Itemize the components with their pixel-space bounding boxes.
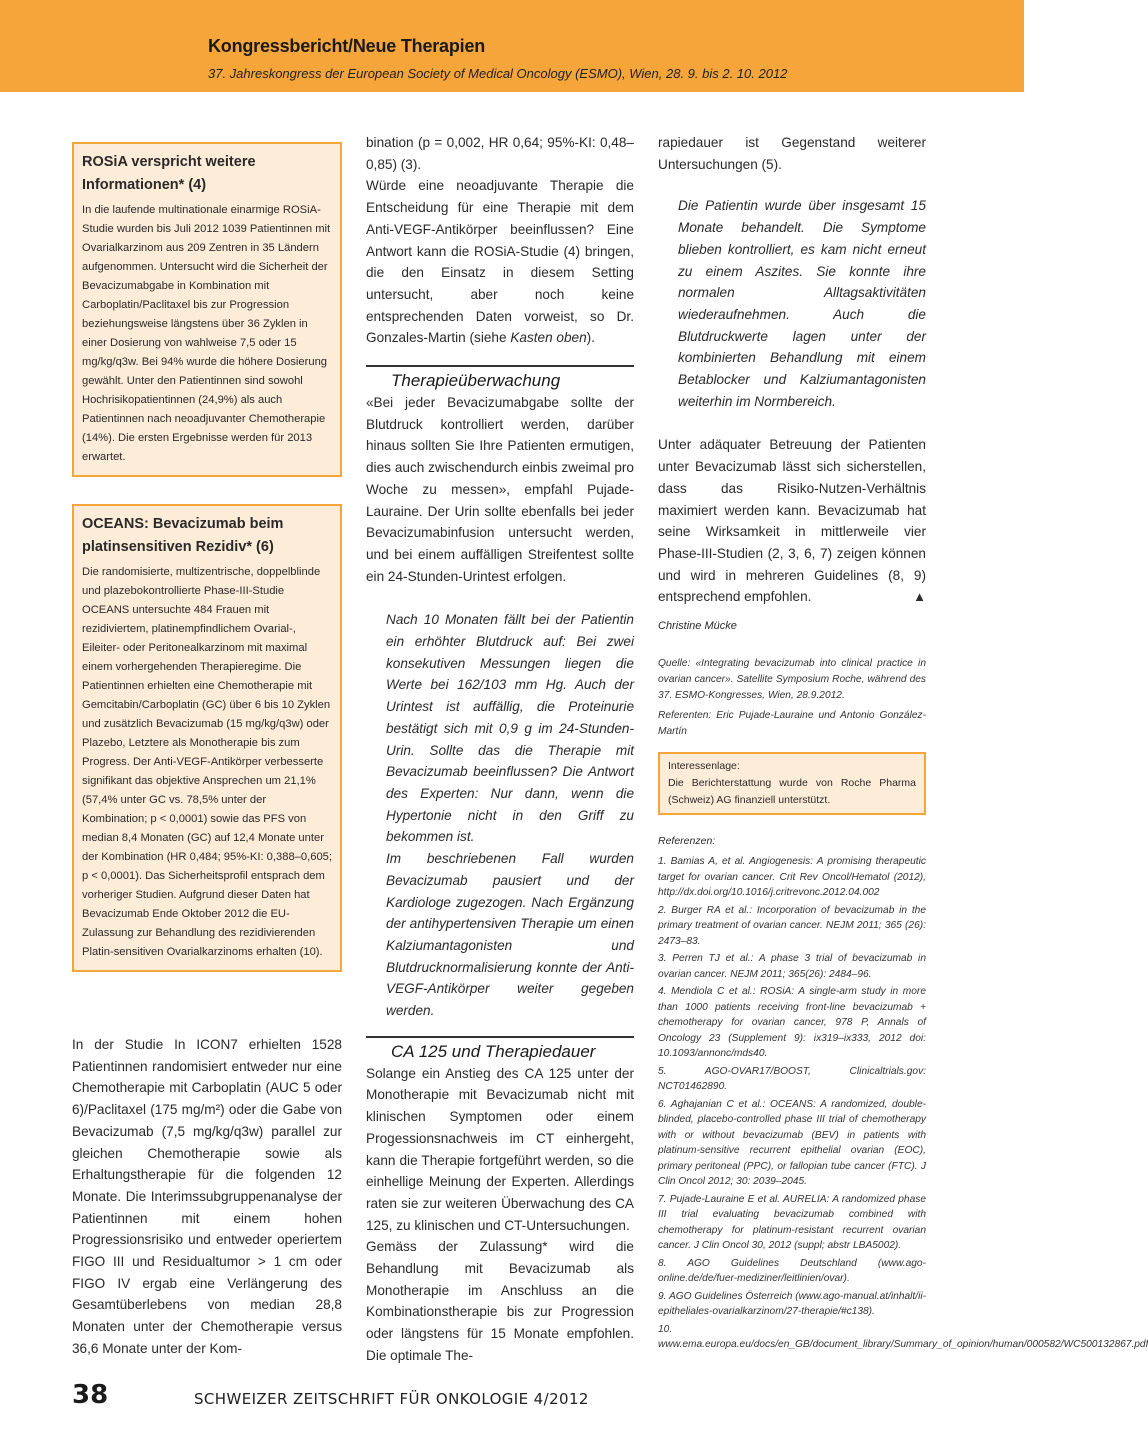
reference-item: 3. Perren TJ et al.: A phase 3 trial of bevacizumab in ovarian cancer. NEJM 2011; 365(26): 2484–96. (658, 953, 926, 980)
section-kicker: Kongressbericht/Neue Therapien (208, 36, 486, 56)
heading-therapieueberwachung: Therapieüberwachung (366, 365, 634, 392)
interest-label: Interessenlage: (668, 759, 740, 772)
interest-box (658, 752, 926, 815)
end-triangle-icon: ▲ (913, 589, 926, 605)
reference-item: 2. Burger RA et al.: Incorporation of bevacizumab in the primary treatment of ovarian cancer. NEJM 2011; 365 (26): 2473–83. (658, 904, 926, 947)
header-band (0, 0, 1024, 92)
col2-para-4: Solange ein Anstieg des CA 125 unter der Monotherapie mit Bevacizumab nicht mit klinischen Symptomen oder einem Progessionsnachweis im CT einhergeht, kann die Therapie fortgeführt werden, so die einhellige Meinung der Experten. Allerdings raten sie zur weiteren Überwachung des CA 125, zu klinischen und CT-Untersuchungen. (366, 1065, 634, 1233)
reference-item: 6. Aghajanian C et al.: OCEANS: A randomized, double-blinded, placebo-controlled phase III trial of chemotherapy with or without bevacizumab (BEV) in patients with platinum-sensitive recurrent epithelial ovarian (EOC), primary peritoneal (PPC), or fallopian tube cancer (FTC). J Clin Oncol 2012; 30: 2039–2045. (658, 1098, 926, 1188)
oceans-infobox-title: OCEANS: Bevacizumab beim platinsensitiven Rezidiv* (6) (82, 516, 284, 555)
column-1-text (72, 1034, 342, 1360)
source-note: Quelle: «Integrating bevacizumab into clinical practice in ovarian cancer». Satellite Symposium Roche, während des 37. ESMO-Kongresses, Wien, 28.9.2012. (658, 657, 926, 701)
case-quote-1: Nach 10 Monaten fällt bei der Patientin ein erhöhter Blutdruck auf: Bei zwei konsekutiven Messungen liegen die Werte bei 162/103 mm Hg. Auch der Urintest ist auffällig, die Proteinurie bestätigt sich mit 0,9 g im 24-Stunden-Urin. Sollte das die Therapie mit Bevacizumab beeinflussen? Die Antwort des Experten: Nur dann, wenn die Hypertonie nicht in den Griff zu bekommen ist. (386, 612, 634, 845)
journal-name: SCHWEIZER ZEITSCHRIFT FÜR ONKOLOGIE 4/2012 (194, 1390, 589, 1408)
col3-para-2: Unter adäquater Betreuung der Patienten unter Bevacizumab lässt sich sicherstellen, dass das Risiko-Nutzen-Verhältnis maximiert werden kann. Bevacizumab hat seine Wirksamkeit in mittlerweile vier Phase-III-Studien (2, 3, 6, 7) zeigen können und wird in mehreren Guidelines (8, 9) entsprechend empfohlen. ▲ (658, 434, 926, 608)
rosia-infobox-text: In die laufende multinationale einarmige ROSiA-Studie wurden bis Juli 2012 1039 Patientinnen mit Ovarialkarzinom aus 209 Zentren in 35 Ländern aufgenommen. Untersucht wird die Sicherheit der Bevacizumabgabe in Kombination mit Carboplatin/Paclitaxel bis zur Progression beziehungsweise längstens über 36 Zyklen in einer Dosierung von wahlweise 7,5 oder 15 mg/kg/q3w. Bei 94% wurde die höhere Dosierung gewählt. Unter den Patientinnen sind sowohl Hochrisikopatientinnen (24,9%) als auch Patientinnen nach neoadjuvanter Chemotherapie (14%). Die ersten Ergebnisse werden für 2013 erwartet. (82, 204, 331, 463)
col2-para-3: «Bei jeder Bevacizumabgabe sollte der Blutdruck kontrolliert werden, darüber hinaus sollten Sie Ihre Patienten ermutigen, dies auch zwischendurch einbis zweimal pro Woche zu messen», empfahl Pujade-Lauraine. Der Urin sollte ebenfalls bei jeder Bevacizumabinfusion untersucht werden, und bei einem auffälligen Streifentest sollte ein 24-Stunden-Urintest erfolgen. (366, 395, 634, 584)
col2-para-2: Würde eine neoadjuvante Therapie die Entscheidung für eine Therapie mit dem Anti-VEGF-Antikörper beeinflussen? Eine Antwort kann die ROSiA-Studie (4) bringen, die den Einsatz in diesem Setting untersucht, aber noch keine entsprechenden Daten vorweist, so Dr. Gonzales-Martin (siehe Kasten oben). (366, 178, 634, 346)
col3-para-1: rapiedauer ist Gegenstand weiterer Untersuchungen (5). (658, 135, 926, 172)
column-3 (658, 132, 1148, 1355)
congress-subtitle: 37. Jahreskongress der European Society of Medical Oncology (ESMO), Wien, 28. 9. bis 2. 10. 2012 (208, 66, 788, 81)
reference-item: 8. AGO Guidelines Deutschland (www.ago-online.de/de/fuer-mediziner/leitlinien/ovar). (658, 1257, 926, 1285)
reference-item: 9. AGO Guidelines Österreich (www.ago-manual.at/inhalt/ii-epitheliales-ovarialkarzinom/27-therapie/#c138). (658, 1290, 927, 1318)
col2-para-5: Gemäss der Zulassung* wird die Behandlung mit Bevacizumab als Monotherapie im Anschluss an die Kombinationstherapie bis zur Progression oder längstens für 15 Monate empfohlen. Die optimale The- (366, 1239, 634, 1363)
page-number: 38 (72, 1380, 109, 1410)
author-signature: Christine Mücke (658, 620, 737, 633)
reference-item: 1. Bamias A, et al. Angiogenesis: A promising therapeutic target for ovarian cancer. Crit Rev Oncol/Hematol (2012), http://dx.doi.org/10.1016/j.critrevonc.2012.04.002 (658, 856, 926, 899)
rosia-infobox (72, 142, 342, 477)
oceans-infobox (72, 504, 342, 972)
reference-item: 7. Pujade-Lauraine E et al. AURELIA: A randomized phase III trial evaluating bevacizumab combined with chemotherapy for platinum-resistant recurrent ovarian cancer. J Clin Oncol 30, 2012 (suppl; abstr LBA5002). (658, 1193, 926, 1252)
heading-ca125: CA 125 und Therapiedauer (366, 1036, 634, 1063)
case-quote-2: Im beschriebenen Fall wurden Bevacizumab pausiert und der Kardiologe zugezogen. Nach Ergänzung der antihypertensiven Therapie um einen Kalziumantagonisten und Blutdrucknormalisierung konnte der Anti-VEGF-Antikörper weiter gegeben werden. (386, 851, 634, 1019)
references (658, 831, 1148, 1353)
reference-item: 4. Mendiola C et al.: ROSiA: A single-arm study in more than 1000 patients receiving front-line bevacizumab + chemotherapy for ovarian cancer, 978 P, Annals of Oncology 23 (Supplement 9): ix319–ix333, 2012 doi: 10.1093/annonc/mds40. (658, 986, 926, 1060)
reference-item: 5. AGO-OVAR17/BOOST, Clinicaltrials.gov: NCT01462890. (658, 1065, 926, 1093)
speakers-note: Referenten: Eric Pujade-Lauraine und Antonio González-Martín (658, 709, 926, 737)
oceans-infobox-text: Die randomisierte, multizentrische, doppelblinde und plazebokontrollierte Phase-III-Studie OCEANS untersuchte 484 Frauen mit rezidiviertem, platinempfindlichem Ovarial-, Eileiter- oder Peritonealkarzinom mit maximal einem vorhergehenden Therapieregime. Die Patientinnen erhielten eine Chemotherapie mit Gemcitabin/Carboplatin (GC) über 6 bis 10 Zyklen und zusätzlich Bevacizumab (15 mg/kg/q3w) oder Plazebo, Letztere als Monotherapie bis zum Progress. Der Anti-VEGF-Antikörper verbesserte signifikant das objektive Ansprechen um 21,1% (57,4% unter GC vs. 78,5% unter der Kombination; p < 0,0001) sowie das PFS von median 8,4 Monaten (GC) auf 12,4 Monate unter der Kombination (HR 0,484; 95%-KI: 0,388–0,605; p < 0,0001). Das Sicherheitsprofil entsprach dem vorheriger Studien. Aufgrund dieser Daten hat Bevacizumab Ende Oktober 2012 die EU-Zulassung zur Behandlung des rezidivierenden Platin-sensitiven Ovarialkarzinoms erhalten (10). (82, 566, 333, 958)
rosia-infobox-title: ROSiA verspricht weitere Informationen* (4) (82, 154, 256, 193)
case-quote-3: Die Patientin wurde über insgesamt 15 Monate behandelt. Die Symptome blieben kontrolliert, es kam nicht erneut zu einem Aszites. Sie konnte ihre normalen Alltagsaktivitäten wiederaufnehmen. Auch die Blutdruckwerte lagen unter der kombinierten Behandlung mit einem Betablocker und Kalziumantagonisten weiterhin im Normbereich. (678, 198, 926, 409)
reference-item: 10. www.ema.europa.eu/docs/en_GB/document_library/Summary_of_opinion/human/000582/WC500132867.pdf (658, 1323, 1148, 1351)
interest-text: Die Berichterstattung wurde von Roche Pharma (Schweiz) AG finanziell unterstützt. (668, 776, 916, 806)
references-heading: Referenzen: (658, 834, 716, 847)
column-2 (366, 132, 634, 1367)
col2-para-1: bination (p = 0,002, HR 0,64; 95%-KI: 0,48–0,85) (3). (366, 135, 634, 172)
page-footer (72, 1380, 952, 1420)
icon7-paragraph: In der Studie In ICON7 erhielten 1528 Patientinnen randomisiert entweder nur eine Chemotherapie mit Carboplatin (AUC 5 oder 6)/Paclitaxel (175 mg/m²) oder die Gabe von Bevacizumab (7,5 mg/kg/q3w) parallel zur gleichen Chemotherapie sowie als Erhaltungstherapie für die folgenden 12 Monate. Die Interimssubgruppenanalyse der Patientinnen mit einem hohen Progressionsrisiko und entweder operiertem FIGO III und Residualtumor > 1 cm oder FIGO IV ergab eine Verlängerung des Gesamtüberlebens von median 28,8 Monaten unter der Chemotherapie versus 36,6 Monate unter der Kom- (72, 1037, 342, 1356)
